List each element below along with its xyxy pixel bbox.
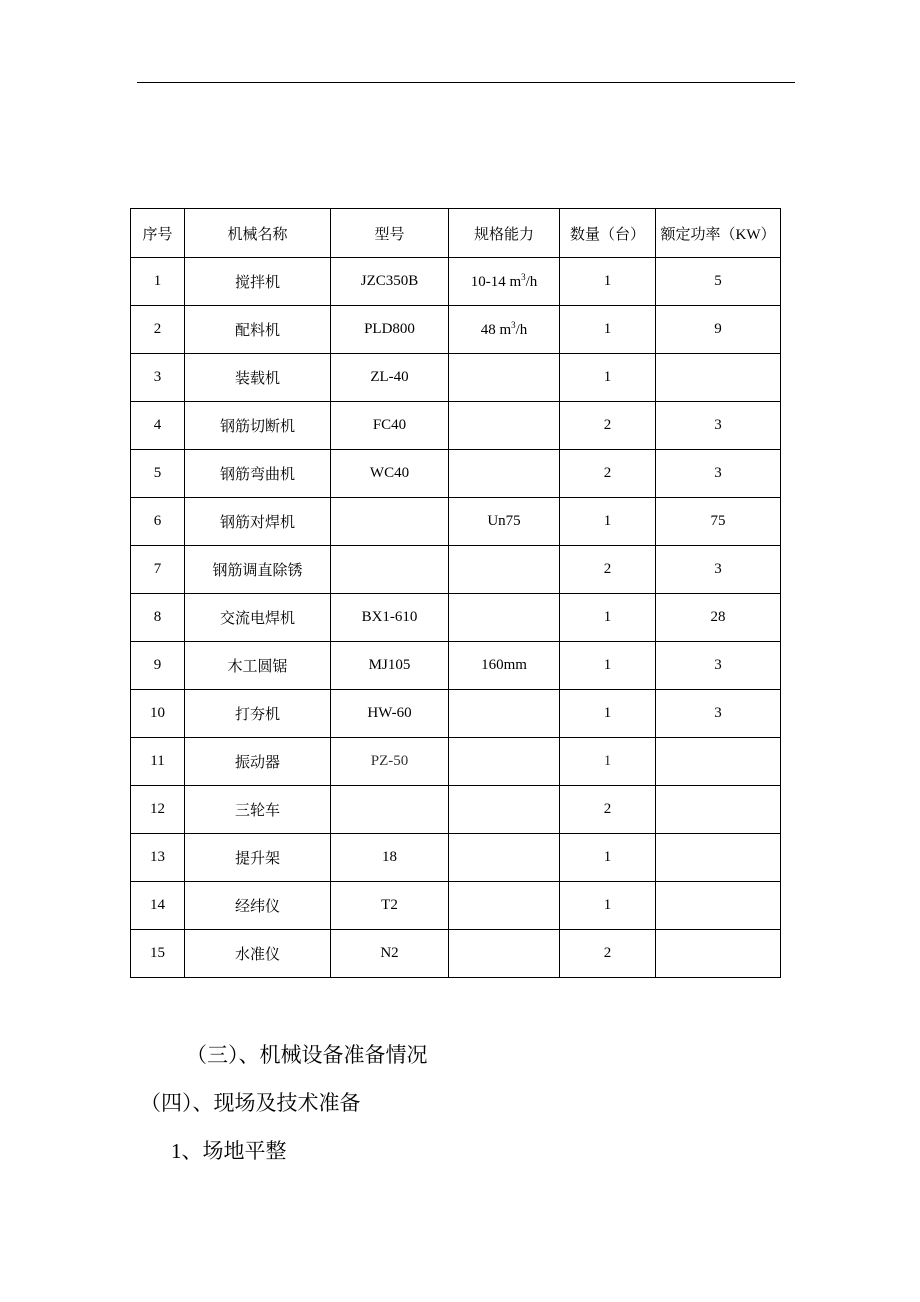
cell-power: 3 <box>656 642 781 690</box>
spec-tail: /h <box>515 322 528 338</box>
table-row <box>131 786 781 834</box>
cell-model <box>331 786 449 834</box>
cell-spec <box>449 546 560 594</box>
cell-name: 钢筋切断机 <box>185 402 331 450</box>
cell-name: 木工圆锯 <box>185 642 331 690</box>
cell-no: 3 <box>131 354 185 402</box>
cell-model <box>331 498 449 546</box>
cell-power <box>656 930 781 978</box>
cell-spec <box>449 738 560 786</box>
section-heading-machinery: （三）、机械设备准备情况 <box>186 1043 428 1067</box>
subsection-site-leveling: 1、场地平整 <box>171 1139 287 1163</box>
cell-no: 1 <box>131 258 185 306</box>
cell-model: T2 <box>331 882 449 930</box>
header-qty: 数量（台） <box>560 209 656 258</box>
cell-model: ZL-40 <box>331 354 449 402</box>
table-row <box>131 450 781 498</box>
cell-no: 6 <box>131 498 185 546</box>
cell-qty: 2 <box>560 786 656 834</box>
table-row <box>131 738 781 786</box>
cell-spec <box>449 402 560 450</box>
cell-power: 3 <box>656 402 781 450</box>
spec-tail: /h <box>525 274 538 290</box>
cell-power: 5 <box>656 258 781 306</box>
cell-spec <box>449 306 560 354</box>
cell-no: 14 <box>131 882 185 930</box>
cell-model: PLD800 <box>331 306 449 354</box>
cell-spec <box>449 594 560 642</box>
cell-no: 8 <box>131 594 185 642</box>
cell-name: 三轮车 <box>185 786 331 834</box>
cell-no: 5 <box>131 450 185 498</box>
cell-qty: 2 <box>560 546 656 594</box>
cell-no: 15 <box>131 930 185 978</box>
cell-no: 11 <box>131 738 185 786</box>
cell-name: 交流电焊机 <box>185 594 331 642</box>
cell-name: 钢筋调直除锈 <box>185 546 331 594</box>
cell-power <box>656 882 781 930</box>
cell-no: 13 <box>131 834 185 882</box>
header-power: 额定功率（KW） <box>656 209 781 258</box>
spec-text: 10-14 m <box>470 274 522 290</box>
cell-no: 4 <box>131 402 185 450</box>
section-heading-site: （四）、现场及技术准备 <box>140 1091 361 1115</box>
table-row <box>131 402 781 450</box>
cell-name: 振动器 <box>185 738 331 786</box>
equipment-table <box>130 208 781 978</box>
cell-qty: 1 <box>560 498 656 546</box>
cell-name: 打夯机 <box>185 690 331 738</box>
cell-qty: 1 <box>560 690 656 738</box>
cell-power: 28 <box>656 594 781 642</box>
spec-sup: 3 <box>521 272 526 282</box>
table-row <box>131 690 781 738</box>
table-row <box>131 882 781 930</box>
cell-no: 12 <box>131 786 185 834</box>
cell-model: MJ105 <box>331 642 449 690</box>
cell-qty: 1 <box>560 354 656 402</box>
cell-qty: 1 <box>560 882 656 930</box>
cell-name: 搅拌机 <box>185 258 331 306</box>
cell-name: 装载机 <box>185 354 331 402</box>
cell-name: 水准仪 <box>185 930 331 978</box>
cell-model: JZC350B <box>331 258 449 306</box>
table-row <box>131 498 781 546</box>
cell-power: 9 <box>656 306 781 354</box>
cell-qty: 1 <box>560 642 656 690</box>
cell-qty: 1 <box>560 258 656 306</box>
cell-power <box>656 786 781 834</box>
header-name: 机械名称 <box>185 209 331 258</box>
cell-model: 18 <box>331 834 449 882</box>
header-rule <box>137 82 795 83</box>
cell-name: 提升架 <box>185 834 331 882</box>
cell-spec <box>449 834 560 882</box>
table-row <box>131 258 781 306</box>
cell-power <box>656 834 781 882</box>
cell-name: 钢筋弯曲机 <box>185 450 331 498</box>
cell-power <box>656 738 781 786</box>
cell-power: 3 <box>656 546 781 594</box>
spec-sup: 3 <box>511 320 516 330</box>
cell-no: 7 <box>131 546 185 594</box>
cell-qty: 2 <box>560 450 656 498</box>
table-header-row <box>131 209 781 258</box>
cell-qty: 2 <box>560 930 656 978</box>
cell-no: 9 <box>131 642 185 690</box>
cell-power <box>656 354 781 402</box>
table-row <box>131 354 781 402</box>
cell-model: N2 <box>331 930 449 978</box>
cell-no: 10 <box>131 690 185 738</box>
cell-spec <box>449 354 560 402</box>
cell-spec: 160mm <box>449 642 560 690</box>
table-row <box>131 642 781 690</box>
cell-spec: Un75 <box>449 498 560 546</box>
header-no: 序号 <box>131 209 185 258</box>
cell-qty: 1 <box>560 834 656 882</box>
cell-model: WC40 <box>331 450 449 498</box>
cell-qty: 1 <box>560 594 656 642</box>
cell-name: 配料机 <box>185 306 331 354</box>
cell-model <box>331 546 449 594</box>
cell-name: 经纬仪 <box>185 882 331 930</box>
cell-power: 3 <box>656 450 781 498</box>
cell-spec <box>449 882 560 930</box>
cell-spec <box>449 450 560 498</box>
cell-spec <box>449 786 560 834</box>
cell-power: 3 <box>656 690 781 738</box>
cell-spec <box>449 258 560 306</box>
cell-qty: 1 <box>560 306 656 354</box>
table-row <box>131 834 781 882</box>
spec-text: 48 m <box>480 322 512 338</box>
cell-spec <box>449 930 560 978</box>
cell-model: HW-60 <box>331 690 449 738</box>
cell-spec <box>449 690 560 738</box>
cell-model: FC40 <box>331 402 449 450</box>
table-row <box>131 930 781 978</box>
table-row <box>131 546 781 594</box>
header-spec: 规格能力 <box>449 209 560 258</box>
cell-qty: 1 <box>560 738 656 786</box>
cell-power: 75 <box>656 498 781 546</box>
cell-model: BX1-610 <box>331 594 449 642</box>
cell-model: PZ-50 <box>331 738 449 786</box>
cell-no: 2 <box>131 306 185 354</box>
cell-qty: 2 <box>560 402 656 450</box>
header-model: 型号 <box>331 209 449 258</box>
table-row <box>131 306 781 354</box>
table-row <box>131 594 781 642</box>
cell-name: 钢筋对焊机 <box>185 498 331 546</box>
